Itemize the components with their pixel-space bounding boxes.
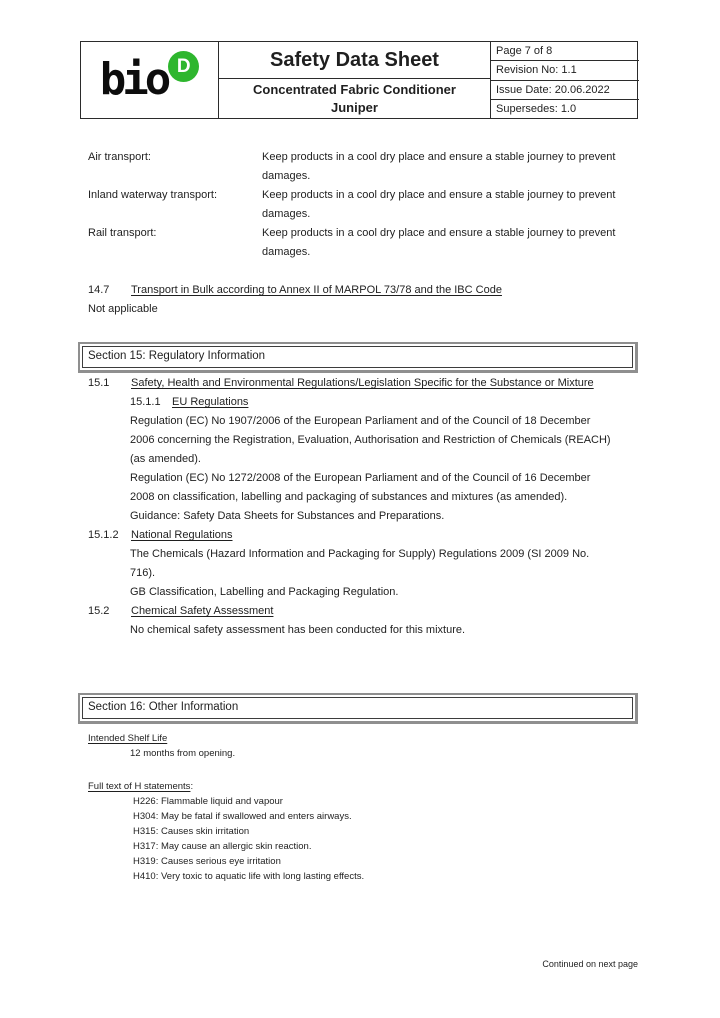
transport-info-list [88,148,620,262]
transport-row-rail [88,224,620,262]
section-number: 15.1.1 [130,396,161,408]
document-title: Safety Data Sheet [219,42,490,79]
section-heading: Chemical Safety Assessment [131,605,274,617]
transport-label: Air transport: [88,151,151,163]
product-name-line2: Juniper [331,99,378,115]
h-statement-h410: H410: Very toxic to aquatic life with long lasting effects. [133,871,365,882]
section-heading: Full text of H statements [88,781,191,792]
h-statements-heading-line [88,779,628,794]
chemicals-regulations-paragraph: The Chemicals (Hazard Information and Packaging for Supply) Regulations 2009 (SI 2009 No. 716). [130,548,590,579]
transport-label: Rail transport: [88,227,157,239]
section-15-content [88,374,619,640]
revision-number: Revision No: 1.1 [491,60,639,79]
continued-note: Continued on next page [542,959,638,969]
transport-row-air [88,148,620,186]
section-15-1-1-heading-line [130,393,616,412]
transport-row-inland-waterway [88,186,620,224]
section-15-banner-text: Section 15: Regulatory Information [82,346,633,368]
brand-logo [81,42,219,118]
section-heading: Intended Shelf Life [88,733,168,744]
page-number: Page 7 of 8 [496,45,553,58]
transport-value: Keep products in a cool dry place and ensure a stable journey to prevent damages. [262,189,616,220]
section-number: 15.1 [88,377,110,389]
transport-value: Keep products in a cool dry place and ensure a stable journey to prevent damages. [262,151,616,182]
section-15-1-1-block [130,393,616,526]
h-statement-h317: H317: May cause an allergic skin reaction. [133,841,312,852]
regulation-1272-2008-paragraph: Regulation (EC) No 1272/2008 of the European Parliament and of the Council of 16 December 2008 on classification, labelling and packaging of substances and mixtures (as amended). [130,472,591,503]
h-statement-h319: H319: Causes serious eye irritation [133,856,281,867]
header-title-cell [219,42,491,118]
regulation-1907-2006-paragraph: Regulation (EC) No 1907/2006 of the European Parliament and of the Council of 18 December 2006 concerning the Registration, Evaluation, Authorisation and Restriction of Chemicals (REACH) (as amended). [130,415,611,465]
section-14-7 [88,281,628,319]
section-heading: National Regulations [131,529,233,541]
section-15-1-2-block [130,545,616,602]
gb-clp-paragraph: GB Classification, Labelling and Packaging Regulation. [130,586,399,598]
logo-wordmark: bio [99,54,168,105]
section-15-1-2-heading-line [88,526,619,545]
issue-date: Issue Date: 20.06.2022 [491,80,639,99]
logo-d-badge-icon: D [168,51,199,82]
document-header-table [80,41,638,119]
transport-value: Keep products in a cool dry place and ensure a stable journey to prevent damages. [262,227,616,258]
section-15-2-block [130,621,616,640]
shelf-life-heading [88,731,628,746]
section-14-7-body: Not applicable [88,303,158,315]
h-statements-list [133,794,628,884]
section-number: 14.7 [88,284,110,296]
section-heading: Transport in Bulk according to Annex II of MARPOL 73/78 and the IBC Code [131,284,502,296]
h-statement-h304: H304: May be fatal if swallowed and enters airways. [133,811,352,822]
header-meta-cell [491,42,639,118]
guidance-paragraph: Guidance: Safety Data Sheets for Substances and Preparations. [130,510,445,522]
h-statement-h315: H315: Causes skin irritation [133,826,250,837]
section-16-banner [78,693,638,724]
product-name-line1: Concentrated Fabric Conditioner [253,81,456,97]
chemical-safety-assessment-paragraph: No chemical safety assessment has been conducted for this mixture. [130,624,466,636]
shelf-life-value: 12 months from opening. [130,748,236,759]
h-statement-h226: H226: Flammable liquid and vapour [133,796,283,807]
section-15-banner [78,342,638,373]
section-14-7-heading-line [88,281,628,300]
heading-colon: : [190,781,194,792]
section-15-2-heading-line [88,602,619,621]
section-heading: EU Regulations [172,396,249,408]
section-number: 15.1.2 [88,529,119,541]
transport-label: Inland waterway transport: [88,189,218,201]
section-15-1-heading-line [88,374,619,393]
section-heading: Safety, Health and Environmental Regulations/Legislation Specific for the Substance or Mixture [131,377,594,389]
section-16-banner-text: Section 16: Other Information [82,697,633,719]
section-16-content [88,731,628,884]
section-number: 15.2 [88,605,110,617]
product-name [219,79,490,118]
supersedes: Supersedes: 1.0 [491,99,639,118]
